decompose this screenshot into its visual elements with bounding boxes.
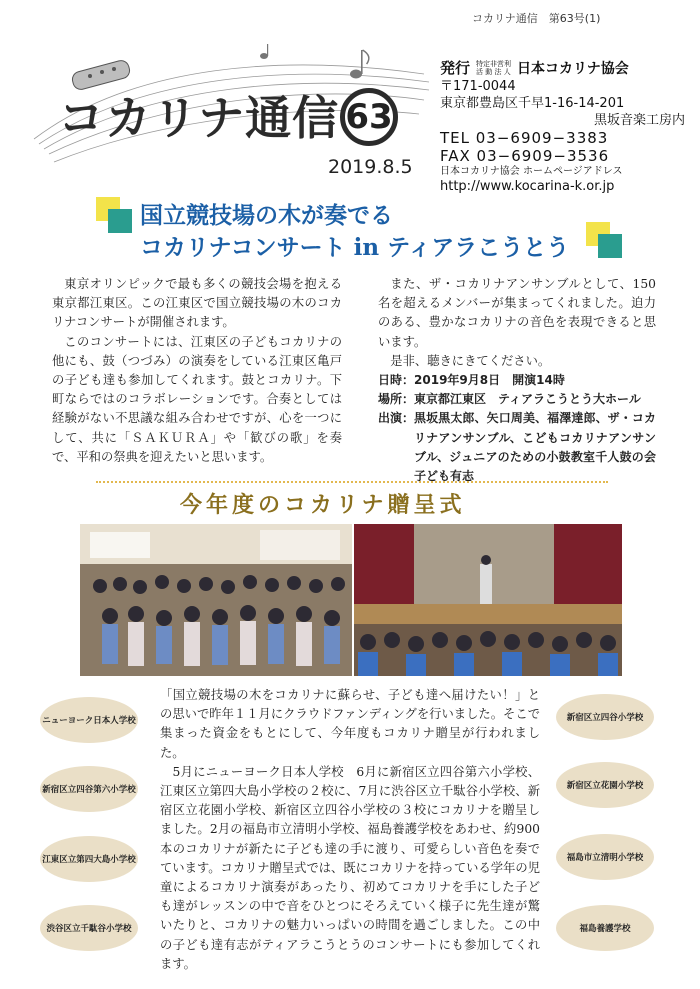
performers-value: 黒坂黒太郎、矢口周美、福澤達郎、ザ・コカリナアンサンブル、こどもコカリナアンサンブル、ジュニアのための小鼓教室千人鼓の会子ども有志 (414, 411, 656, 484)
school-badge: ニューヨーク日本人学校 (40, 697, 138, 743)
headline-line1: 国立競技場の木が奏でる (140, 202, 393, 229)
date-label: 日時： (378, 373, 415, 388)
article-column-2 (378, 275, 656, 486)
event-details (378, 371, 656, 486)
section-divider (96, 481, 608, 483)
homepage-label: 日本コカリナ協会 ホームページアドレス (440, 166, 623, 177)
school-badge: 江東区立第四大島小学校 (40, 836, 138, 882)
school-badge: 新宿区立四谷第六小学校 (40, 766, 138, 812)
school-badge: 新宿区立四谷小学校 (556, 694, 654, 740)
article-paragraph: このコンサートには、江東区の子どもコカリナの他にも、鼓（つづみ）の演奏をしている江東区亀戸の子ども達も参加してくれます。鼓とコカリナ。下町ならではのコラボレーションです。合奏としては経験がない不思議な組み合わせですが、心を一つにして、共に「ＳＡＫＵＲＡ」や「歓びの歌」を奏で、平和の祭典を迎えたいと思います。 (52, 334, 342, 464)
event-place-row (378, 390, 656, 409)
event-date-row (378, 371, 656, 390)
school-badge: 福島養護学校 (556, 905, 654, 951)
place-value: 東京都江東区 ティアラこうとう大ホール (414, 392, 641, 407)
section2-body (160, 686, 540, 974)
homepage-url[interactable]: http://www.kocarina-k.or.jp (440, 179, 615, 194)
date-value: 2019年9月8日 開演14時 (414, 373, 565, 388)
issue-date: 2019.8.5 (328, 156, 413, 178)
org-type-line2: 活 動 法 人 (476, 67, 511, 76)
fax: FAX 03−6909−3536 (440, 147, 610, 165)
place-label: 場所： (378, 392, 415, 407)
ceremony-photo-left (80, 524, 352, 676)
article-paragraph: 是非、聴きにきてください。 (390, 353, 551, 368)
decorative-square-green-2 (598, 234, 622, 258)
publisher-label: 発行 (440, 59, 471, 77)
issue-line: コカリナ通信 第63号(1) (472, 12, 601, 25)
article-paragraph: また、ザ・コカリナアンサンブルとして、150名を超えるメンバーが集まってくれました。迫力のある、豊かなコカリナの音色を表現できると思います。 (378, 277, 656, 349)
section2-paragraph: 「国立競技場の木をコカリナに蘇らせ、子ども達へ届けたい！」との思いで昨年１１月にクラウドファンディングを行いました。そこで集まった資金をもとにして、今年度もコカリナ贈呈が行われました。 (160, 688, 540, 760)
tel: TEL 03−6909−3383 (440, 129, 609, 147)
performers-label: 出演： (378, 411, 415, 426)
school-badge: 福島市立清明小学校 (556, 834, 654, 880)
event-performers-row (378, 409, 656, 486)
section-title: 今年度のコカリナ贈呈式 (180, 492, 466, 518)
issue-number-badge: 63 (340, 88, 398, 146)
publisher-info (440, 57, 695, 195)
article-column-1 (52, 275, 342, 467)
headline-line2: コカリナコンサート in ティアラこうとう (140, 234, 570, 261)
org-type (476, 60, 511, 76)
section2-paragraph: 5月にニューヨーク日本人学校 6月に新宿区立四谷第六小学校、江東区立第四大島小学校の２校に、7月に渋谷区立千駄谷小学校、新宿区立花園小学校、新宿区立四谷小学校の３校にコカリナを贈呈しました。2月の福島市立清明小学校、福島養護学校をあわせ、約900本のコカリナが新たに子ども達の手に渡り、可愛らしい音色を奏でています。コカリナ贈呈式では、既にコカリナを持っている学年の児童によるコカリナ演奏があったり、初めてコカリナを手にした子ども達がレッスンの中で音をひとつにそろえていく様子に先生達が驚いたりと、コカリナの魅力いっぱいの時間を過ごしました。この中の子ども達有志がティアラこうとうのコンサートにも参加してくれます。 (160, 764, 540, 971)
school-badge: 新宿区立花園小学校 (556, 762, 654, 808)
article-paragraph: 東京オリンピックで最も多くの競技会場を抱える東京都江東区。この江東区で国立競技場の木のコカリナコンサートが開催されます。 (52, 277, 342, 330)
postal-code: 〒171-0044 (440, 79, 516, 94)
music-note-icon (260, 44, 369, 79)
headline (140, 200, 569, 264)
address: 東京都豊島区千早1-16-14-201 (440, 96, 625, 111)
org-name: 日本コカリナ協会 (517, 60, 629, 77)
org-type-line1: 特定非営利 (476, 59, 512, 68)
school-badge: 渋谷区立千駄谷小学校 (40, 905, 138, 951)
building: 黒坂音楽工房内 (593, 113, 685, 128)
ceremony-photo-right (354, 524, 622, 676)
newsletter-logo: コカリナ通信 (58, 91, 340, 145)
decorative-square-green (108, 209, 132, 233)
